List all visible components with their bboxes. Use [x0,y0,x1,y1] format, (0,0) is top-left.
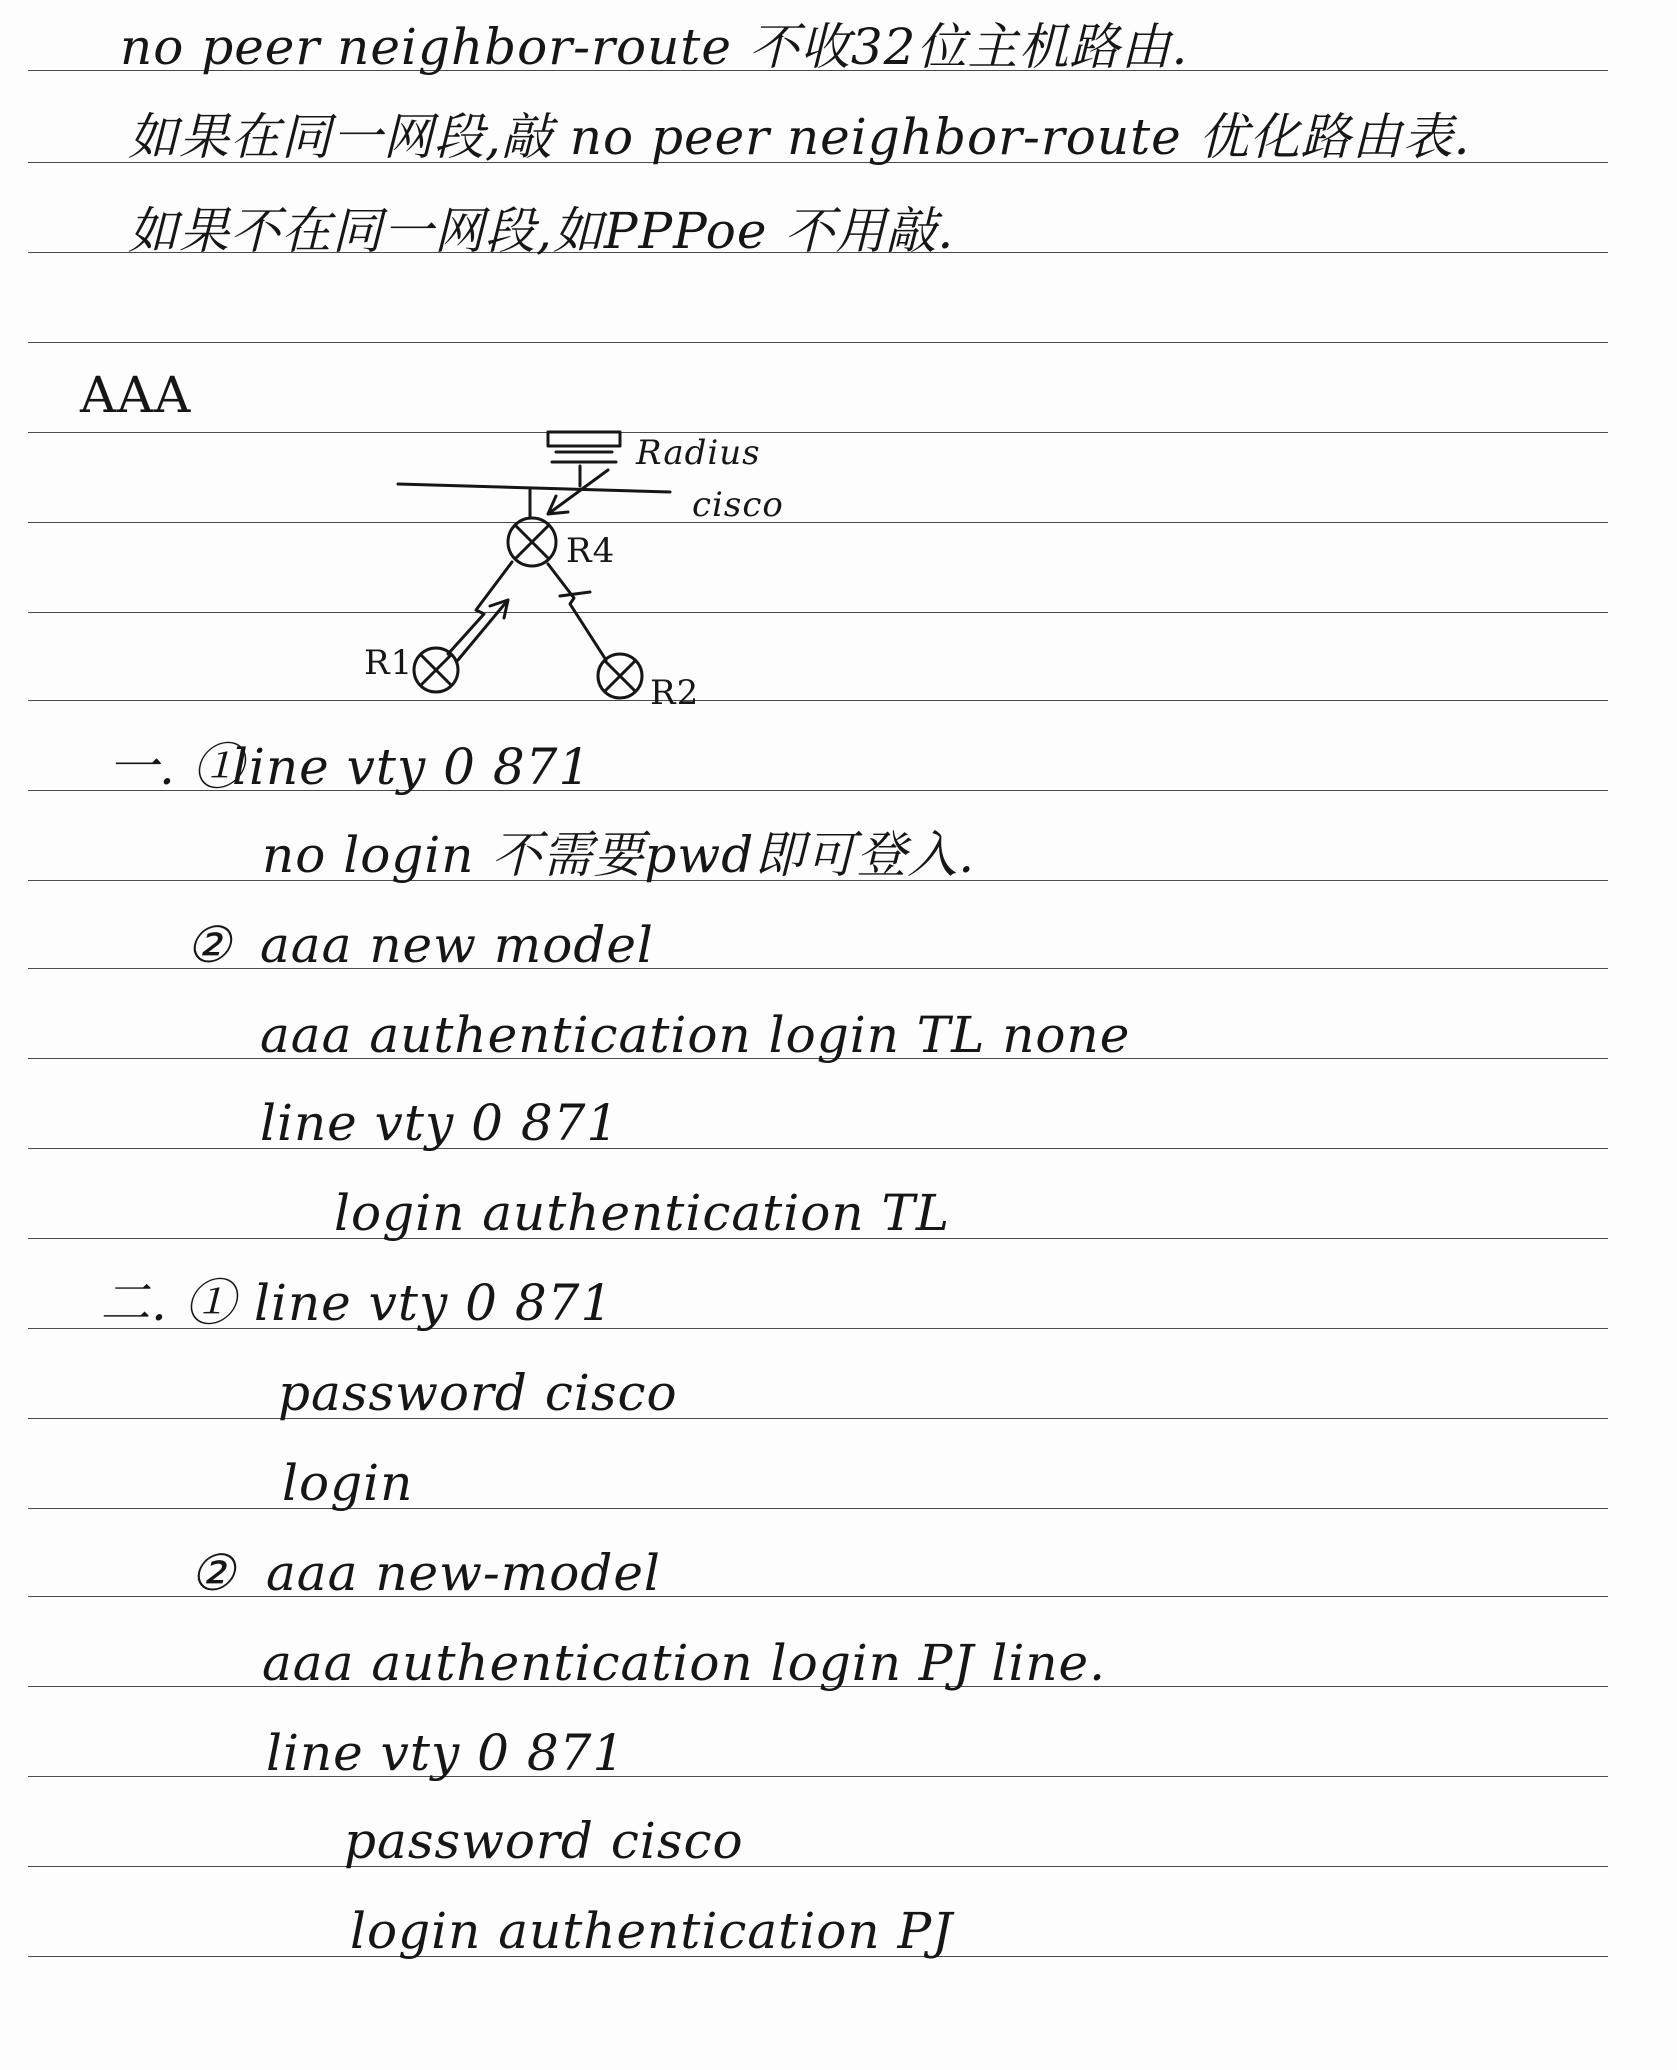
ruled-line [28,1866,1608,1867]
section1-marker: 一. ① [108,738,244,796]
router-r1-icon [414,648,458,692]
section1-marker-2: ② [186,916,232,974]
section2-marker: 二. ① [100,1274,236,1332]
section2-password: password cisco [278,1364,678,1422]
auth-arrow [548,470,608,514]
ruled-line [28,1508,1608,1509]
section2-marker-2: ② [190,1544,236,1602]
aaa-heading: AAA [80,366,192,424]
radius-label: Radius [636,433,761,473]
login-arrow [458,600,508,660]
section1-aaa-authentication: aaa authentication login TL none [260,1006,1131,1064]
r1-label: R1 [364,643,414,683]
section1-line-vty-2: line vty 0 871 [260,1094,620,1152]
ruled-line [28,1776,1608,1777]
section2-login-authentication: login authentication PJ [350,1902,954,1960]
section2-aaa-new-model: aaa new-model [266,1544,661,1602]
section2-line-vty-2: line vty 0 871 [266,1724,626,1782]
section2-line-vty: line vty 0 871 [254,1274,614,1332]
serial-link-r2 [548,564,606,660]
section1-login-authentication: login authentication TL [334,1184,951,1242]
section2-login: login [282,1454,414,1512]
note-line-2: 如果在同一网段,敲 no peer neighbor-route 优化路由表. [128,108,1471,166]
router-r2-icon [598,654,642,698]
router-r4-icon [508,518,556,566]
r2-label: R2 [650,673,700,713]
network-topology-diagram [0,0,1677,760]
note-line-1: no peer neighbor-route 不收32位主机路由. [120,18,1189,76]
password-label: cisco [692,485,784,525]
section2-password-2: password cisco [344,1812,744,1870]
section1-aaa-new-model: aaa new model [260,916,654,974]
server-icon [548,432,620,486]
section1-line-vty: line vty 0 871 [232,738,592,796]
ruled-line [28,1418,1608,1419]
r4-label: R4 [566,531,616,571]
ruled-line [28,1596,1608,1597]
note-line-3: 如果不在同一网段,如PPPoe 不用敲. [128,202,955,260]
section2-aaa-authentication: aaa authentication login PJ line. [262,1634,1107,1692]
section1-no-login: no login 不需要pwd即可登入. [262,826,976,884]
lan-segment [398,484,670,492]
